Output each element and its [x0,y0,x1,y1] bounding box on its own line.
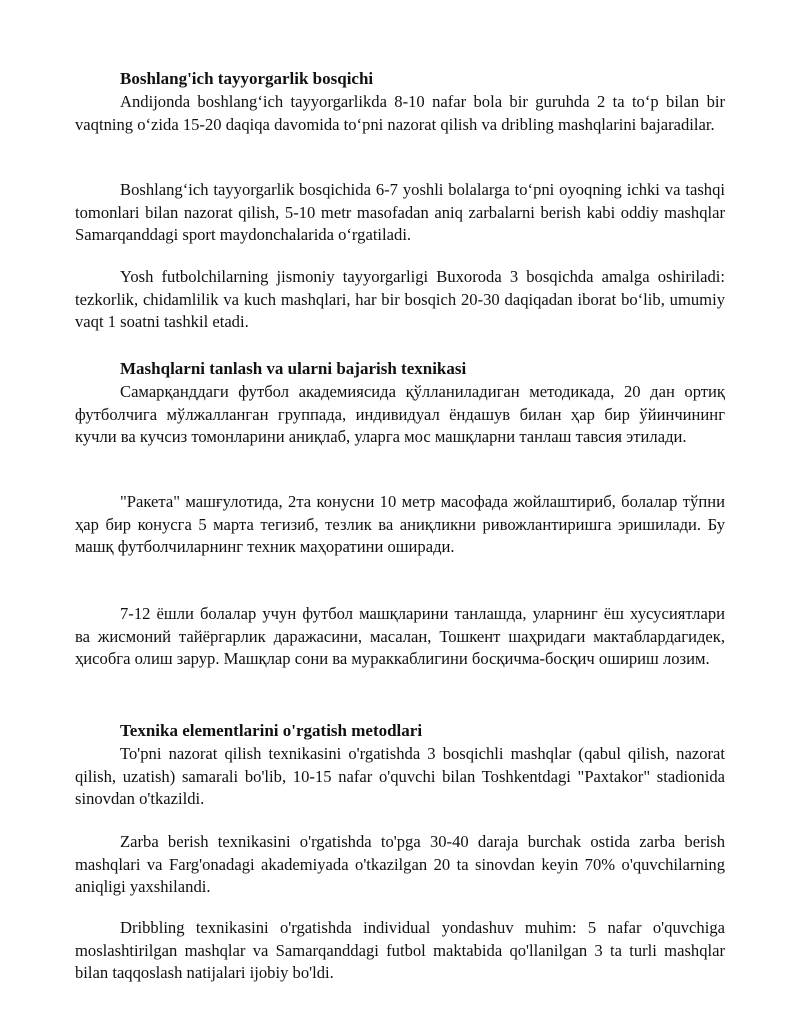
paragraph-block [75,831,725,899]
paragraph: Zarba berish texnikasini o'rgatishda to'pga 30-40 daraja burchak ostida zarba berish mashqlari va Farg'onadagi akademiyada o'tkazilgan 20 ta sinovdan keyin 70% o'quvchilarning aniqligi yaxshilandi. [75,832,725,897]
section-exercise-selection [75,358,725,449]
paragraph: Самарқанддаги футбол академиясида қўлланиладиган методикада, 20 дан ортиқ футболчига мўлжалланган группада, индивидуал ёндашув билан ҳар бир ўйинчининг кучли ва кучсиз томонларини аниқлаб, уларга мос машқларни танлаш тавсия этилади. [75,382,725,447]
paragraph: "Ракета" машғулотида, 2та конусни 10 метр масофада жойлаштириб, болалар тўпни ҳар бир конусга 5 марта тегизиб, тезлик ва аниқликни ривожлантиришга эришилади. Бу машқ футболчиларнинг техник маҳоратини оширади. [75,492,725,557]
section-technique-methods [75,720,725,811]
paragraph-block [75,179,725,247]
paragraph: Yosh futbolchilarning jismoniy tayyorgarligi Buxoroda 3 bosqichda amalga oshiriladi: tezkorlik, chidamlilik va kuch mashqlari, har bir bosqich 20-30 daqiqadan iborat bo‘lib, umumiy vaqt 1 soatni tashkil etadi. [75,267,725,332]
paragraph-block [75,266,725,334]
section-heading: Mashqlarni tanlash va ularni bajarish texnikasi [120,359,467,378]
paragraph-block [75,491,725,559]
paragraph: 7-12 ёшли болалар учун футбол машқларини танлашда, уларнинг ёш хусусиятлари ва жисмоний тайёргарлик даражасини, масалан, Тошкент шаҳридаги мактаблардагидек, ҳисобга олиш зарур. Машқлар сони ва мураккаблигини босқичма-босқич ошириш лозим. [75,604,725,669]
paragraph: To'pni nazorat qilish texnikasini o'rgatishda 3 bosqichli mashqlar (qabul qilish, nazorat qilish, uzatish) samarali bo'lib, 10-15 nafar o'quvchi bilan Toshkentdagi "Paxtakor" stadionida sinovdan o'tkazildi. [75,744,725,809]
paragraph: Boshlang‘ich tayyorgarlik bosqichida 6-7 yoshli bolalarga to‘pni oyoqning ichki va tashqi tomonlari bilan nazorat qilish, 5-10 metr masofadan aniq zarbalarni berish kabi oddiy mashqlar Samarqanddagi sport maydonchalarida o‘rgatiladi. [75,180,725,245]
paragraph-block [75,917,725,985]
paragraph: Andijonda boshlang‘ich tayyorgarlikda 8-10 nafar bola bir guruhda 2 ta to‘p bilan bir vaqtning o‘zida 15-20 daqiqa davomida to‘pni nazorat qilish va dribling mashqlarini bajaradilar. [75,92,725,134]
paragraph: Dribbling texnikasini o'rgatishda individual yondashuv muhim: 5 nafar o'quvchiga moslashtirilgan mashqlar va Samarqanddagi futbol maktabida qo'llanilgan 3 ta turli mashqlar bilan taqqoslash natijalari ijobiy bo'ldi. [75,918,725,983]
section-preparatory-stage [75,68,725,136]
paragraph-block [75,603,725,671]
section-heading: Texnika elementlarini o'rgatish metodlari [120,721,423,740]
section-heading: Boshlang'ich tayyorgarlik bosqichi [120,69,374,88]
